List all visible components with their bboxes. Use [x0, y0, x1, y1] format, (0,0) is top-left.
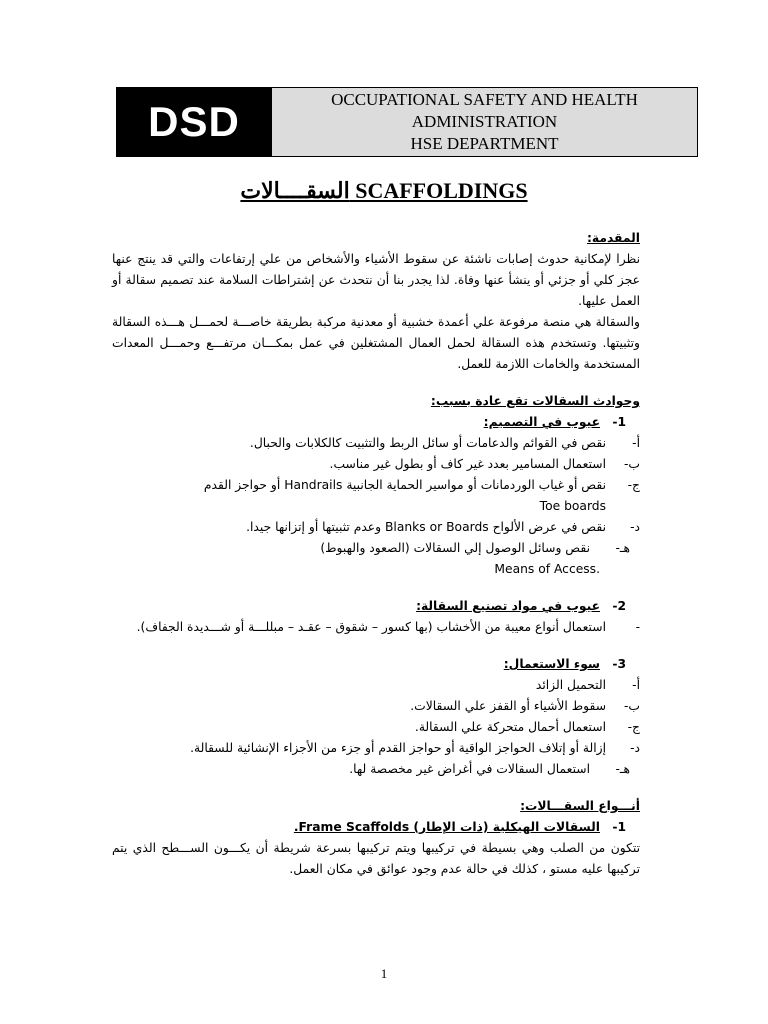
list-marker: أ- [632, 436, 640, 450]
type-1-number: 1- [612, 820, 626, 834]
list-marker: د- [630, 741, 640, 755]
list-text: استعمال أنواع معيبة من الأخشاب (بها كسور – شقوق – عقـد – مبللـــة أو شـــديدة الجفاف). [136, 620, 606, 634]
list-text: استعمال أحمال متحركة علي السقالة. [414, 720, 606, 734]
section-3-title: سوء الاستعمال: [503, 657, 600, 671]
list-item [112, 617, 640, 638]
list-text: التحميل الزائد [535, 678, 606, 692]
section-3-number: 3- [612, 657, 626, 671]
list-text: إزالة أو إتلاف الحواجز الواقية أو حواجز القدم أو جزء من الأجزاء الإنشائية للسقالة. [190, 741, 606, 755]
section-2-title: عيوب في مواد تصنيع السقالة: [416, 599, 600, 613]
list-item [112, 759, 640, 780]
accidents-heading: وحوادث السقالات تقع عادة بسبب: [430, 394, 640, 408]
list-marker: هـ- [615, 762, 630, 776]
list-text: استعمال المسامير بعدد غير كاف أو بطول غير مناسب. [329, 457, 606, 471]
list-item [112, 538, 640, 559]
list-item [112, 696, 640, 717]
list-marker: ج- [627, 720, 640, 734]
list-text: نقص في عرض الألواح Blanks or Boards وعدم تثبيتها أو إتزانها جيدا. [246, 520, 606, 534]
list-text: استعمال السقالات في أغراض غير مخصصة لها. [349, 762, 590, 776]
list-text: نقص وسائل الوصول إلي السقالات (الصعود والهبوط) [320, 541, 590, 555]
section-2-heading [112, 596, 640, 617]
list-marker: ب- [623, 699, 640, 713]
section-1-title: عيوب في التصميم: [483, 415, 600, 429]
list-item [112, 517, 640, 538]
document-title [0, 178, 768, 204]
list-text: نقص في القوائم والدعامات أو سائل الربط والتثبيت كالكلابات والحبال. [249, 436, 606, 450]
section-2-number: 2- [612, 599, 626, 613]
list-marker: ب- [623, 457, 640, 471]
intro-paragraph-2: والسقالة هي منصة مرفوعة علي أعمدة خشبية أو معدنية مركبة بطريقة خاصـــة لحمـــل هـــذه السقالة وتثبيتها. وتستخدم هذه السقالة لحمل العمال المشتغلين في عمل بمكـــان مرتفـــع وحمـــل المعدات المستخدمة والخامات اللازمة للعمل. [112, 315, 640, 371]
org-line-1: OCCUPATIONAL SAFETY AND HEALTH [331, 90, 638, 109]
list-text: سقوط الأشياء أو القفز علي السقالات. [410, 699, 606, 713]
type-1-title: السقالات الهيكلية (ذات الإطار) Frame Scaffolds. [293, 820, 600, 834]
list-item [112, 475, 640, 496]
list-marker: ج- [627, 478, 640, 492]
document-header [116, 87, 698, 157]
type-1-paragraph: تتكون من الصلب وهي بسيطة في تركيبها ويتم تركيبها بسرعة شريطة أن يكـــون الســـطح الذي يتم تركيبها عليه مستو ، كذلك في حالة عدم وجود عوائق في مكان العمل. [112, 841, 640, 876]
type-1-heading [112, 817, 640, 838]
org-line-2: ADMINISTRATION [411, 112, 558, 131]
list-continuation: Toe boards [539, 499, 606, 513]
list-item [112, 454, 640, 475]
list-marker: أ- [632, 678, 640, 692]
document-body [112, 228, 640, 880]
section-1-number: 1- [612, 415, 626, 429]
section-3-heading [112, 654, 640, 675]
org-line-3: HSE DEPARTMENT [410, 134, 559, 153]
page-number: 1 [380, 966, 388, 981]
list-marker: د- [630, 520, 640, 534]
dsd-logo: DSD [117, 88, 271, 156]
intro-heading: المقدمة: [586, 231, 640, 245]
list-item [112, 717, 640, 738]
types-heading: أنـــواع السقـــالات: [520, 799, 640, 813]
intro-paragraph-1: نظرا لإمكانية حدوث إصابات ناشئة عن سقوط الأشياء والأشخاص من علي إرتفاعات والتي قد ينتج عنها عجز كلي أو جزئي أو ينشأ عنها وفاة. لذا يجدر بنا أن نتحدث عن إشتراطات السلامة عند تصميم سقالة أو العمل عليها. [112, 252, 640, 308]
section-1-heading [112, 412, 640, 433]
list-marker: هـ- [615, 541, 630, 555]
organization-name [271, 88, 697, 156]
list-item [112, 738, 640, 759]
list-continuation: Means of Access. [494, 562, 600, 576]
list-marker: - [635, 620, 640, 634]
list-text: نقص أو غياب الوردمانات أو مواسير الحماية الجانبية Handrails أو حواجز القدم [203, 478, 606, 492]
list-item [112, 433, 640, 454]
list-item [112, 675, 640, 696]
title-text: السقــــالات SCAFFOLDINGS [240, 178, 528, 203]
